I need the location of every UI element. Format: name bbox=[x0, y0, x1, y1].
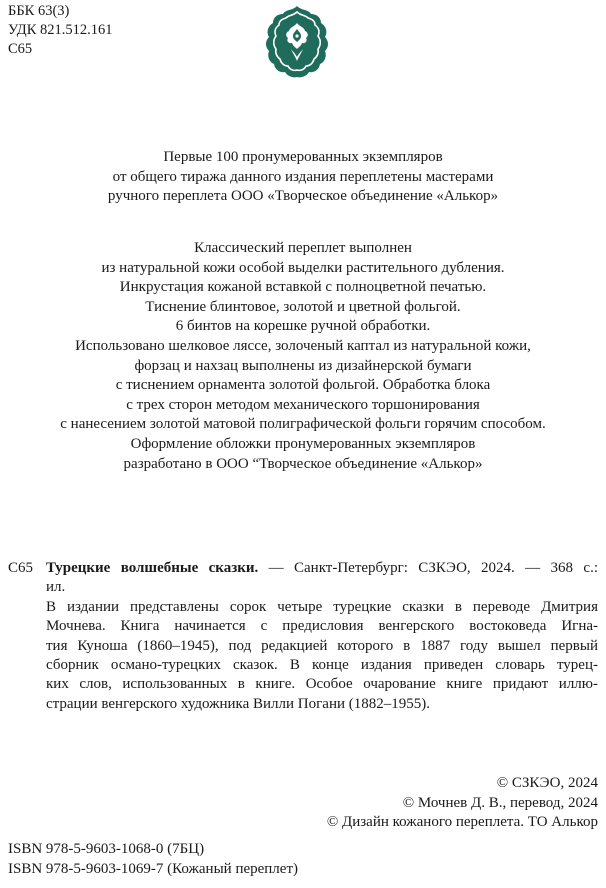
text-line: Использовано шелковое ляссе, золоченый каптал из натуральной кожи, bbox=[75, 337, 531, 354]
entry-code: С65 bbox=[8, 560, 34, 576]
entry-title-line bbox=[46, 559, 598, 578]
copyright-notices bbox=[327, 774, 598, 833]
imprint: — Санкт-Петербург: СЗКЭО, 2024. — 368 с.: bbox=[258, 560, 598, 576]
entry-line bbox=[46, 578, 598, 597]
annotation-line bbox=[46, 637, 598, 656]
text-line: Инкрустация кожаной вставкой с полноцветной печатью. bbox=[119, 279, 487, 296]
annotation-text: ких слов, использованных в книге. Особое очарование книге придают иллю- bbox=[46, 676, 598, 693]
text-line: из натуральной кожи особой выделки растительного дубления. bbox=[101, 259, 505, 276]
text-line: Оформление обложки пронумерованных экземпляров bbox=[130, 435, 476, 452]
isbn-line: ISBN 978-5-9603-1068-0 (7БЦ) bbox=[8, 841, 205, 857]
copyright-line: © Мочнев Д. В., перевод, 2024 bbox=[402, 794, 598, 811]
copyright-line: © Дизайн кожаного переплета. ТО Алькор bbox=[326, 814, 598, 831]
text-line: с трех сторон методом механического торшонирования bbox=[126, 396, 480, 413]
imprint-continued: ил. bbox=[46, 579, 66, 596]
author-mark: С65 bbox=[8, 41, 33, 57]
copyright-line: © СЗКЭО, 2024 bbox=[496, 775, 598, 791]
text-line: от общего тиража данного издания переплетены мастерами bbox=[112, 168, 494, 185]
annotation-text: В издании представлены сорок четыре турецкие сказки в переводе Дмитрия bbox=[46, 598, 598, 615]
book-title: Турецкие волшебные сказки. bbox=[46, 560, 259, 576]
annotation-line bbox=[46, 617, 598, 636]
text-line: Классический переплет выполнен bbox=[194, 240, 412, 256]
annotation-text: тия Куноша (1860–1945), под редакцией которого в 1887 году вышел первый bbox=[46, 637, 598, 654]
entry-body bbox=[46, 559, 598, 714]
text-line: 6 бинтов на корешке ручной обработки. bbox=[175, 318, 431, 335]
udk-code: УДК 821.512.161 bbox=[8, 22, 113, 38]
text-line: Тиснение блинтовое, золотой и цветной фольгой. bbox=[145, 298, 461, 315]
annotation-line bbox=[46, 598, 598, 617]
annotation-text: сборник османо-турецких сказок. В конце издания приведен словарь турец- bbox=[46, 657, 598, 674]
binding-description bbox=[0, 239, 606, 474]
publisher-emblem-icon bbox=[264, 5, 330, 79]
text-line: с тиснением орнамента золотой фольгой. Обработка блока bbox=[115, 377, 491, 394]
annotation-text: Мочнева. Книга начинается с предисловия венгерского востоковеда Игна- bbox=[46, 618, 598, 635]
text-line: с нанесением золотой матовой полиграфической фольги горячим способом. bbox=[60, 416, 546, 433]
classification-codes bbox=[8, 2, 113, 59]
annotation-text: страции венгерского художника Вилли Погани (1882–1955). bbox=[46, 695, 430, 712]
numbered-edition-note bbox=[0, 148, 606, 207]
annotation-line bbox=[46, 695, 598, 714]
isbn-line: ISBN 978-5-9603-1069-7 (Кожаный переплет) bbox=[8, 860, 299, 877]
text-line: разработано в ООО “Творческое объединение «Алькор» bbox=[123, 455, 483, 472]
isbn-list bbox=[8, 840, 298, 879]
text-line: ручного переплета ООО «Творческое объединение «Алькор» bbox=[107, 188, 499, 205]
annotation-line bbox=[46, 656, 598, 675]
text-line: форзац и нахзац выполнены из дизайнерской бумаги bbox=[134, 357, 472, 374]
annotation-line bbox=[46, 675, 598, 694]
text-line: Первые 100 пронумерованных экземпляров bbox=[163, 149, 443, 165]
bbk-code: ББК 63(3) bbox=[8, 3, 70, 19]
